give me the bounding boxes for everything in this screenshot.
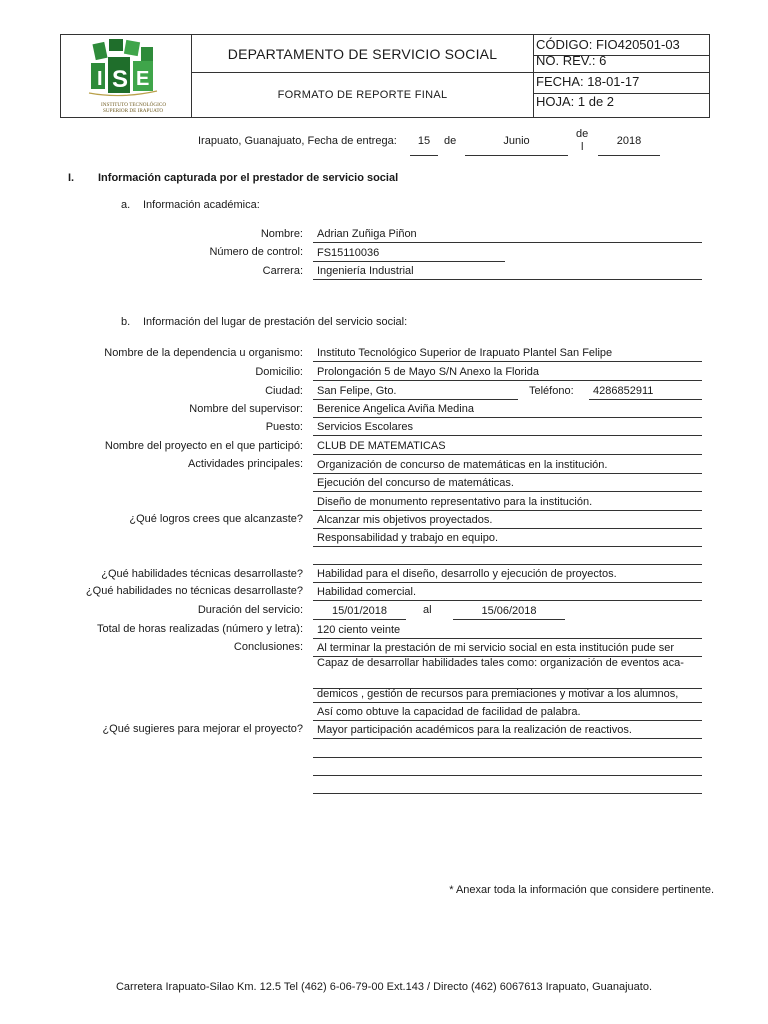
puesto-label: Puesto: — [265, 421, 303, 433]
subsection-b-letter: b. — [121, 316, 131, 328]
horas-label: Total de horas realizadas (número y letra): — [96, 623, 303, 635]
annex-note: * Anexar toda la información que considere pertinente. — [449, 884, 714, 896]
nombre-label: Nombre: — [260, 228, 303, 240]
format-title: FORMATO DE REPORTE FINAL — [192, 73, 534, 117]
logro-1[interactable]: Alcanzar mis objetivos proyectados. — [313, 512, 702, 529]
subsection-a-letter: a. — [121, 199, 131, 211]
hoja: HOJA: 1 de 2 — [536, 94, 615, 109]
duracion-inicio[interactable]: 15/01/2018 — [313, 603, 406, 620]
conclusion-1[interactable]: Al terminar la prestación de mi servicio social en esta institución pude ser — [313, 640, 702, 657]
logros-label: ¿Qué logros crees que alcanzaste? — [129, 513, 303, 525]
svg-text:I: I — [97, 68, 103, 90]
subsection-b-title: Información del lugar de prestación del servicio social: — [143, 316, 408, 328]
logo-cell — [61, 35, 192, 117]
duracion-al: al — [423, 604, 432, 616]
supervisor-label: Nombre del supervisor: — [189, 403, 303, 415]
puesto-field[interactable]: Servicios Escolares — [313, 419, 702, 436]
blank-answer-line[interactable] — [313, 757, 702, 758]
svg-text:SUPERIOR DE IRAPUATO: SUPERIOR DE IRAPUATO — [103, 108, 164, 114]
delivery-year: 2018 — [598, 135, 660, 156]
actividad-1[interactable]: Organización de concurso de matemáticas en la institución. — [313, 457, 702, 474]
conclusion-3[interactable]: demicos , gestión de recursos para premiaciones y motivar a los alumnos, — [313, 686, 702, 703]
delivery-label: Irapuato, Guanajuato, Fecha de entrega: — [198, 135, 397, 147]
horas-field[interactable]: 120 ciento veinte — [313, 622, 702, 639]
telefono-label: Teléfono: — [529, 385, 574, 397]
conclusiones-label: Conclusiones: — [233, 641, 303, 653]
sugerencias-label: ¿Qué sugieres para mejorar el proyecto? — [102, 723, 303, 735]
logro-2[interactable]: Responsabilidad y trabajo en equipo. — [313, 530, 702, 547]
blank-answer-line[interactable] — [313, 564, 702, 565]
fecha: FECHA: 18-01-17 — [536, 74, 640, 89]
duracion-label: Duración del servicio: — [197, 604, 303, 616]
svg-text:S: S — [112, 66, 129, 93]
domicilio-field[interactable]: Prolongación 5 de Mayo S/N Anexo la Florida — [313, 364, 702, 381]
codigo: CÓDIGO: FIO420501-03 — [536, 37, 680, 52]
subsection-a-title: Información académica: — [143, 199, 260, 211]
blank-answer-line[interactable] — [313, 775, 702, 776]
institution-logo — [61, 35, 191, 117]
section-number: I. — [68, 172, 75, 184]
revision: NO. REV.: 6 — [536, 53, 607, 68]
control-field[interactable]: FS15110036 — [313, 245, 505, 262]
control-label: Número de control: — [209, 246, 303, 258]
nombre-field[interactable]: Adrian Zuñiga Piñon — [313, 226, 702, 243]
supervisor-field[interactable]: Berenice Angelica Aviña Medina — [313, 401, 702, 418]
actividades-label: Actividades principales: — [188, 458, 303, 470]
delivery-month: Junio — [465, 135, 568, 156]
ciudad-field[interactable]: San Felipe, Gto. — [313, 383, 518, 400]
tecnicas-field[interactable]: Habilidad para el diseño, desarrollo y ejecución de proyectos. — [313, 566, 702, 583]
no-tecnicas-field[interactable]: Habilidad comercial. — [313, 584, 702, 601]
document-header — [60, 34, 710, 118]
telefono-field[interactable]: 4286852911 — [589, 383, 702, 400]
carrera-label: Carrera: — [262, 265, 303, 277]
carrera-field[interactable]: Ingeniería Industrial — [313, 263, 702, 280]
dependencia-field[interactable]: Instituto Tecnológico Superior de Irapuato Plantel San Felipe — [313, 345, 702, 362]
delivery-day: 15 — [410, 135, 438, 156]
department-title: DEPARTAMENTO DE SERVICIO SOCIAL — [192, 35, 534, 73]
tecnicas-label: ¿Qué habilidades técnicas desarrollaste? — [101, 568, 303, 580]
duracion-fin[interactable]: 15/06/2018 — [453, 603, 565, 620]
svg-text:E: E — [136, 68, 150, 90]
actividad-3[interactable]: Diseño de monumento representativo para la institución. — [313, 494, 702, 511]
delivery-de-2-bottom: l — [581, 141, 584, 153]
svg-text:INSTITUTO TECNOLÓGICO: INSTITUTO TECNOLÓGICO — [101, 102, 167, 108]
conclusion-2[interactable]: Capaz de desarrollar habilidades tales como: organización de eventos aca- — [313, 657, 702, 689]
sugerencias-field[interactable]: Mayor participación académicos para la realización de reactivos. — [313, 722, 702, 739]
domicilio-label: Domicilio: — [255, 366, 303, 378]
actividad-2[interactable]: Ejecución del concurso de matemáticas. — [313, 475, 702, 492]
ciudad-label: Ciudad: — [265, 385, 303, 397]
blank-answer-line[interactable] — [313, 793, 702, 794]
delivery-de-1: de — [444, 135, 457, 147]
dependencia-label: Nombre de la dependencia u organismo: — [104, 347, 303, 359]
proyecto-field[interactable]: CLUB DE MATEMATICAS — [313, 438, 702, 455]
conclusion-4[interactable]: Así como obtuve la capacidad de facilidad de palabra. — [313, 704, 702, 721]
page-footer-address: Carretera Irapuato-Silao Km. 12.5 Tel (462) 6-06-79-00 Ext.143 / Directo (462) 6067613 Irapuato, Guanajuato. — [115, 981, 653, 993]
no-tecnicas-label: ¿Qué habilidades no técnicas desarrollaste? — [85, 585, 303, 597]
document-control-info — [534, 35, 709, 117]
proyecto-label: Nombre del proyecto en el que participó: — [104, 440, 303, 452]
delivery-de-2-top: de — [576, 128, 589, 140]
section-title: Información capturada por el prestador de servicio social — [98, 172, 399, 184]
